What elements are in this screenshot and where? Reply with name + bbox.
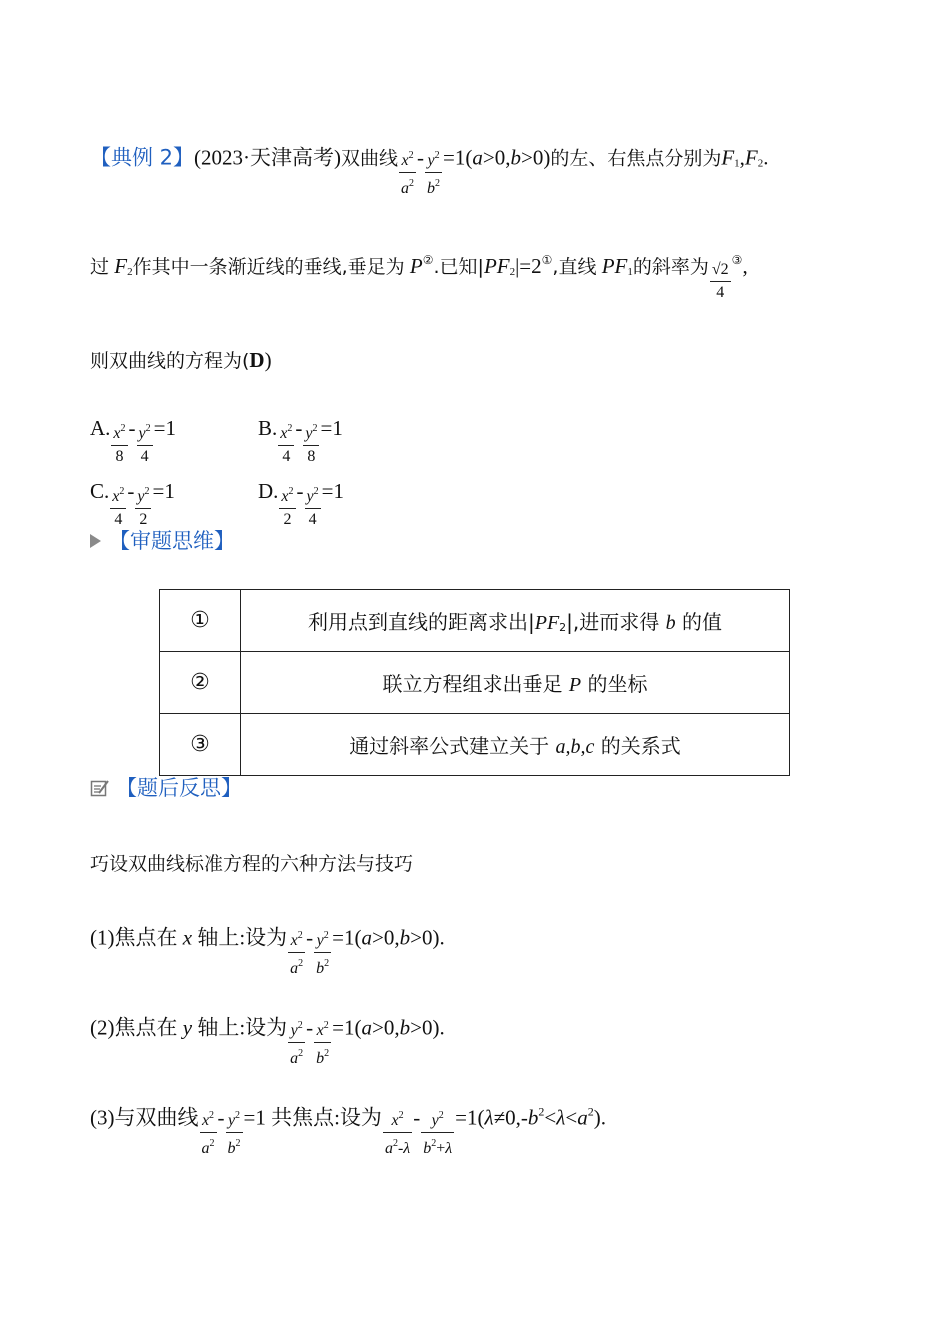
fraction: $\frac{y^2}{b^2}$ — [425, 145, 442, 200]
method-1: (1)焦点在 x 轴上:设为 $\frac{x^2}{a^2}$ - $\frac{y^2}{b^2}$ =1(a>0,b>0). — [90, 925, 445, 977]
method-3: (3)与双曲线 $\frac{x^2}{a^2}$ - $\frac{y^2}{b^2}$ =1 共焦点:设为 $\frac{x^2}{a^2-\lambda}$ - $\frac{y^2}{b^2+\lambda}$ $=1(\lambda\ne 0,-b^2<\lambda<a^2)$. — [90, 1104, 606, 1157]
section-reflection-heading: 【题后反思】 — [90, 773, 242, 803]
option-b: B. $\frac{x^2}{4}$ - $\frac{y^2}{8}$ =1 — [258, 415, 343, 465]
section-analysis-heading: 【审题思维】 — [90, 526, 235, 556]
fraction: $\frac{√2}{4}$ — [711, 260, 729, 301]
example-statement-line-2: 过 F2作其中一条渐近线的垂线,垂足为 P②.已知|PF2|=2①,直线 PF1的斜率为 $\frac{√2}{4}$ ③, — [90, 245, 748, 291]
table-row: ① 利用点到直线的距离求出|PF2|,进而求得 b 的值 — [160, 590, 790, 652]
answer: D — [249, 348, 265, 372]
method-2: (2)焦点在 y 轴上:设为 $\frac{y^2}{a^2}$ - $\frac{x^2}{b^2}$ =1(a>0,b>0). — [90, 1015, 445, 1067]
table-row: ③ 通过斜率公式建立关于 a,b,c 的关系式 — [160, 714, 790, 776]
notepad-pen-icon — [90, 778, 110, 798]
play-triangle-icon — [90, 534, 101, 548]
example-tag: 【典例 2】 — [90, 145, 195, 170]
analysis-table — [159, 589, 790, 776]
option-c: C. $\frac{x^2}{4}$ - $\frac{y^2}{2}$ =1 — [90, 478, 175, 528]
question-prompt: 则双曲线的方程为(D) — [90, 348, 272, 372]
table-row: ② 联立方程组求出垂足 P 的坐标 — [160, 652, 790, 714]
fraction: $\frac{x^2}{a^2}$ — [399, 145, 416, 200]
option-a: A. $\frac{x^2}{8}$ - $\frac{y^2}{4}$ =1 — [90, 415, 176, 465]
example-statement-line-1: 【典例 2】(2023·天津高考)双曲线 $\frac{x^2}{a^2}$ - $\frac{y^2}{b^2}$ =1(a>0,b>0)的左、右焦点分别为F1,F2. — [90, 132, 769, 187]
summary-heading: 巧设双曲线标准方程的六种方法与技巧 — [90, 853, 414, 875]
option-d: D. $\frac{x^2}{2}$ - $\frac{y^2}{4}$ =1 — [258, 478, 344, 528]
